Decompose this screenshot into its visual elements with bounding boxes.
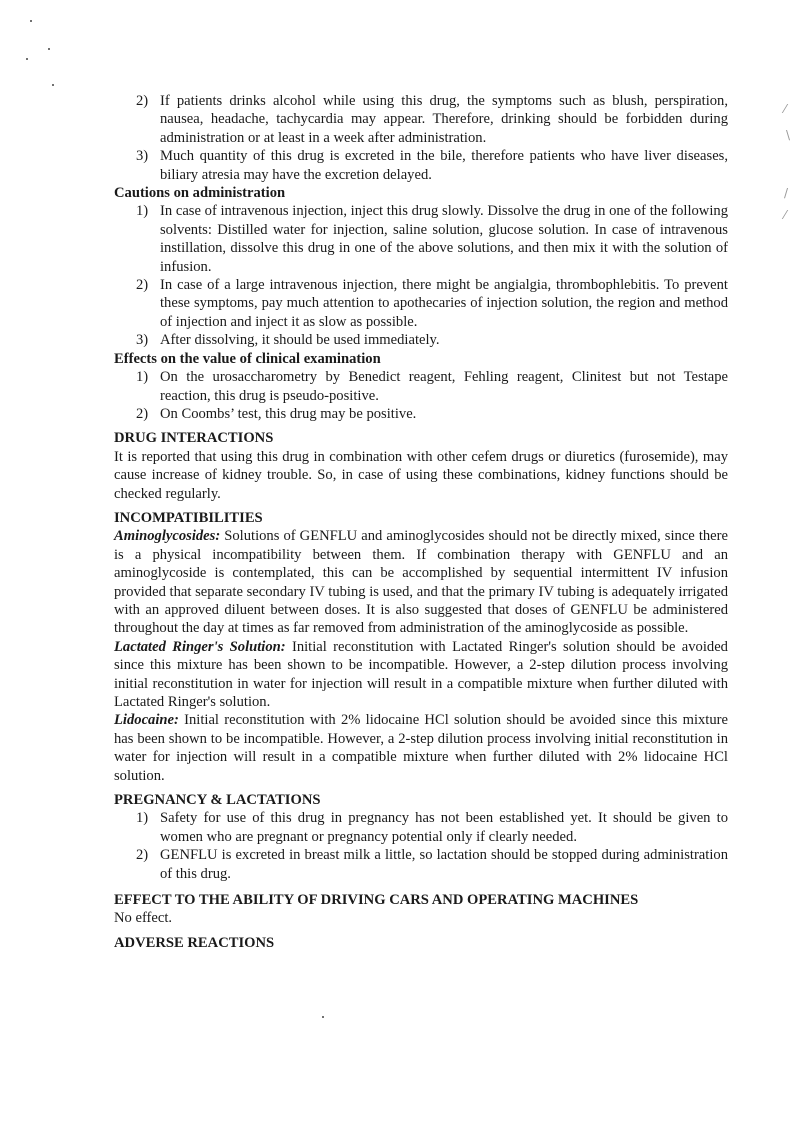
margin-mark: / xyxy=(784,186,789,200)
list-text: After dissolving, it should be used immediately. xyxy=(160,332,440,349)
list-number: 2) xyxy=(136,277,149,294)
pregnancy-heading: PREGNANCY & LACTATIONS xyxy=(114,792,321,809)
driving-heading: EFFECT TO THE ABILITY OF DRIVING CARS AND OPERATING MACHINES xyxy=(114,892,639,909)
scan-speck xyxy=(322,1016,324,1018)
term-text: Initial reconstitution with Lactated Ringer's solution should be avoided since this mixture has been shown to be incompatible. However, a 2-step dilution process involving initial reconstitution in water for injection will result in a compatible mixture when further diluted with Lactated Ringer's solution. xyxy=(114,638,728,710)
driving-text: No effect. xyxy=(114,910,173,927)
list-text: In case of a large intravenous injection, there might be angialgia, thrombophlebitis. To prevent these symptoms, pay much attention to apothecaries of injection solution, the region and method of injection and inject it as slow as possible. xyxy=(160,277,728,330)
adverse-reactions-heading: ADVERSE REACTIONS xyxy=(114,934,275,951)
list-number: 2) xyxy=(136,93,149,109)
list-text: GENFLU is excreted in breast milk a little, so lactation should be stopped during administration of this drug. xyxy=(160,847,728,882)
list-text: If patients drinks alcohol while using this drug, the symptoms such as blush, perspiration, nausea, headache, tachycardia may appear. Therefore, drinking should be forbidden during administration or at least in a week after administration. xyxy=(160,93,728,146)
list-number: 3) xyxy=(136,332,149,349)
incompatibilities-heading: INCOMPATIBILITIES xyxy=(114,509,263,526)
clinical-effects-heading: Effects on the value of clinical examination xyxy=(114,350,381,367)
list-text: In case of intravenous injection, inject this drug slowly. Dissolve the drug in one of the following solvents: Distilled water for injection, saline solution, glucose solution. In case of intravenous instillation, dissolve this drug in one of the above solutions, and then mix it with the solution of infusion. xyxy=(160,203,728,275)
list-text: On Coombs’ test, this drug may be positive. xyxy=(160,405,417,422)
drug-interactions-text: It is reported that using this drug in combination with other cefem drugs or diuretics (furosemide), may cause increase of kidney trouble. So, in case of using these combinations, kidney functions should be checked regularly. xyxy=(114,448,728,502)
list-text: Much quantity of this drug is excreted in the bile, therefore patients who have liver diseases, biliary atresia may have the excretion delayed. xyxy=(160,148,728,183)
margin-mark: ⁄ xyxy=(784,102,787,116)
list-text: On the urosaccharometry by Benedict reagent, Fehling reagent, Clinitest but not Testape reaction, this drug is pseudo-positive. xyxy=(160,369,728,404)
list-number: 3) xyxy=(136,148,149,165)
incompatibility-lactated-ringers xyxy=(114,638,728,712)
incompatibility-aminoglycosides xyxy=(114,527,728,637)
list-number: 2) xyxy=(136,847,149,864)
list-number: 1) xyxy=(136,203,149,220)
margin-mark: ⁄ xyxy=(784,208,787,222)
list-item xyxy=(114,202,728,276)
list-item xyxy=(114,276,728,331)
cautions-list xyxy=(114,202,728,349)
list-text: Safety for use of this drug in pregnancy has not been established yet. It should be given to women who are pregnant or pregnancy potential only if clearly needed. xyxy=(160,810,728,845)
cautions-heading: Cautions on administration xyxy=(114,185,286,202)
term-text: Initial reconstitution with 2% lidocaine HCl solution should be avoided since this mixture has been shown to be incompatible. However, a 2-step dilution process involving initial reconstitution in water for injection will result in a compatible mixture when further diluted with 2% lidocaine HCl solution. xyxy=(114,712,728,784)
scan-speck xyxy=(48,48,50,50)
scan-speck xyxy=(26,58,28,60)
continued-list xyxy=(114,92,728,184)
list-item xyxy=(114,809,728,846)
list-number: 1) xyxy=(136,369,149,386)
drug-interactions-heading: DRUG INTERACTIONS xyxy=(114,430,274,447)
list-number: 1) xyxy=(136,810,149,827)
clinical-effects-list xyxy=(114,368,728,423)
term-label: Lactated Ringer's Solution: xyxy=(114,638,286,655)
list-item xyxy=(114,405,728,423)
margin-mark: \ xyxy=(786,128,791,142)
scan-speck xyxy=(30,20,32,22)
list-number: 2) xyxy=(136,405,149,422)
list-item xyxy=(114,92,728,147)
list-item xyxy=(114,147,728,184)
list-item xyxy=(114,368,728,405)
term-text: Solutions of GENFLU and aminoglycosides should not be directly mixed, since there is a physical incompatibility between them. If combination therapy with GENFLU and an aminoglycoside is contemplated, this can be accomplished by sequential intermittent IV infusion provided that separate secondary IV tubing is used, and that the primary IV tubing is adequately irrigated with an approved diluent between doses. It is also suggested that doses of GENFLU be administered throughout the day at times as far removed from administration of the aminoglycoside as possible. xyxy=(114,528,728,637)
document-body xyxy=(114,92,728,952)
term-label: Lidocaine: xyxy=(114,712,179,729)
incompatibility-lidocaine xyxy=(114,711,728,785)
scan-speck xyxy=(52,84,54,86)
pregnancy-list xyxy=(114,809,728,883)
term-label: Aminoglycosides: xyxy=(114,528,221,545)
list-item xyxy=(114,331,728,349)
list-item xyxy=(114,846,728,883)
